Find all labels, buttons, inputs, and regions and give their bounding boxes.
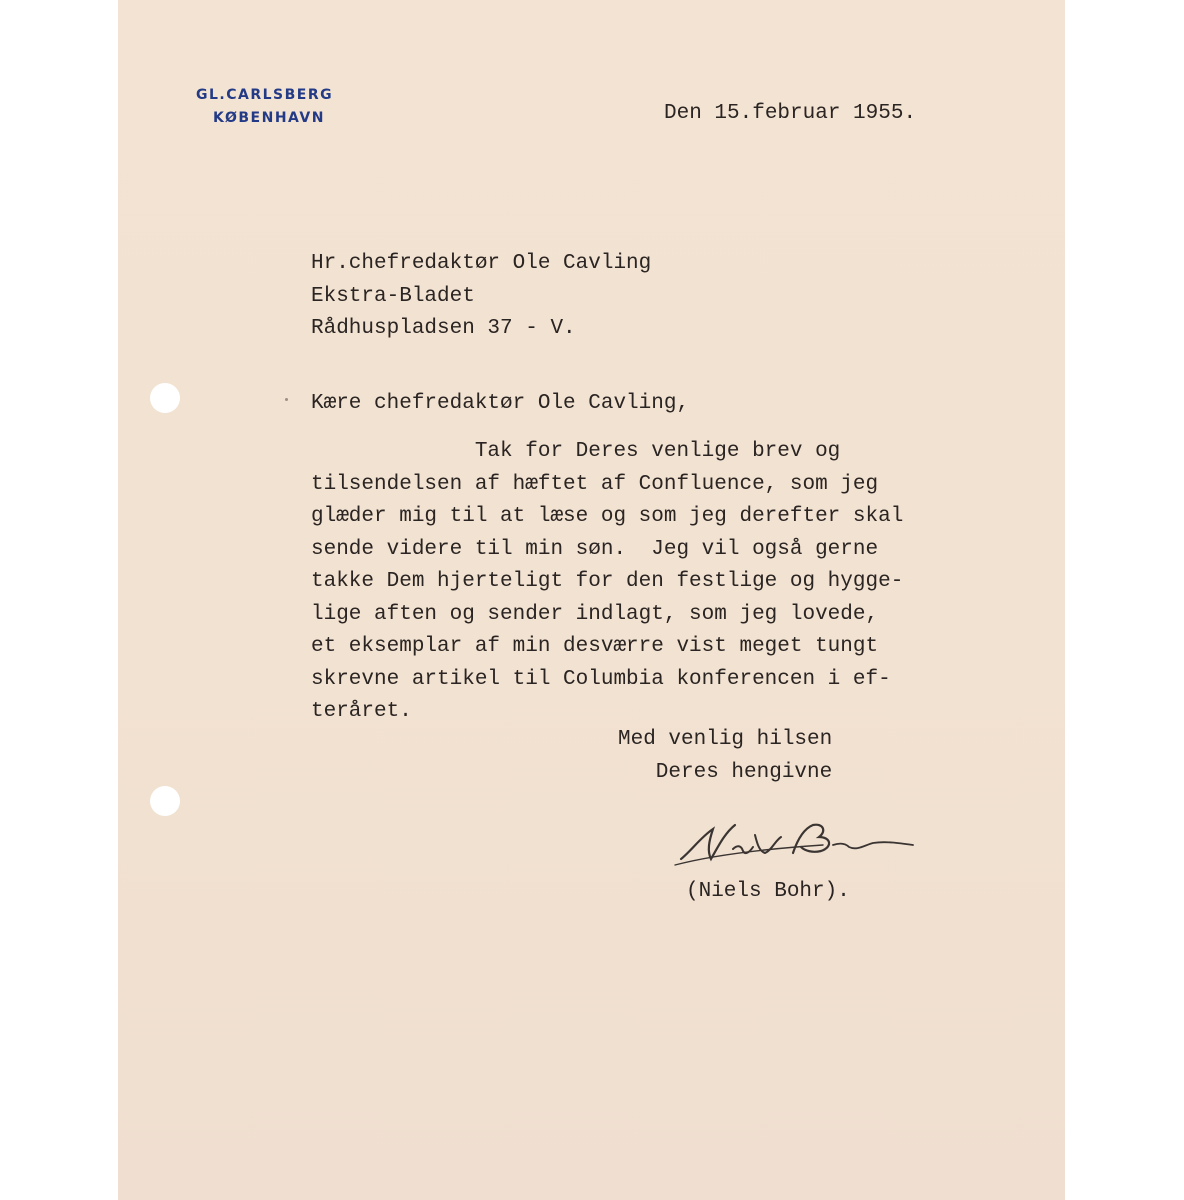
letter-date: Den 15.februar 1955. <box>664 102 917 125</box>
letterhead-line2: KØBENHAVN <box>213 110 325 126</box>
punch-hole-top <box>150 383 180 413</box>
recipient-line2: Ekstra-Bladet <box>311 284 475 308</box>
letterhead-line1: GL.CARLSBERG <box>196 87 334 103</box>
letter-body <box>311 436 903 729</box>
closing-line1: Med venlig hilsen <box>618 728 833 751</box>
paper-speck <box>285 398 288 401</box>
body-line: takke Dem hjerteligt for den festlige og hygge- <box>311 570 904 593</box>
body-line: glæder mig til at læse og som jeg derefter skal <box>311 505 904 528</box>
body-line: skrevne artikel til Columbia konferencen i ef- <box>311 667 891 691</box>
body-line: teråret. <box>311 700 412 723</box>
punch-hole-bottom <box>150 786 180 816</box>
body-line: et eksemplar af min desværre vist meget tungt <box>311 635 879 658</box>
body-line: lige aften og sender indlagt, som jeg lovede, <box>311 602 879 626</box>
closing <box>618 724 832 789</box>
salutation: Kære chefredaktør Ole Cavling, <box>311 392 690 415</box>
body-line: tilsendelsen af hæftet af Confluence, som jeg <box>311 472 879 496</box>
recipient-line3: Rådhuspladsen 37 - V. <box>311 317 576 340</box>
closing-line2: Deres hengivne <box>618 760 833 784</box>
recipient-address <box>311 248 651 346</box>
typed-signature-name: (Niels Bohr). <box>686 880 850 903</box>
recipient-line1: Hr.chefredaktør Ole Cavling <box>311 252 652 275</box>
handwritten-signature <box>673 815 923 875</box>
body-line: sende videre til min søn. Jeg vil også gerne <box>311 537 879 561</box>
body-line: Tak for Deres venlige brev og <box>311 440 841 463</box>
letter-page <box>118 0 1065 1200</box>
